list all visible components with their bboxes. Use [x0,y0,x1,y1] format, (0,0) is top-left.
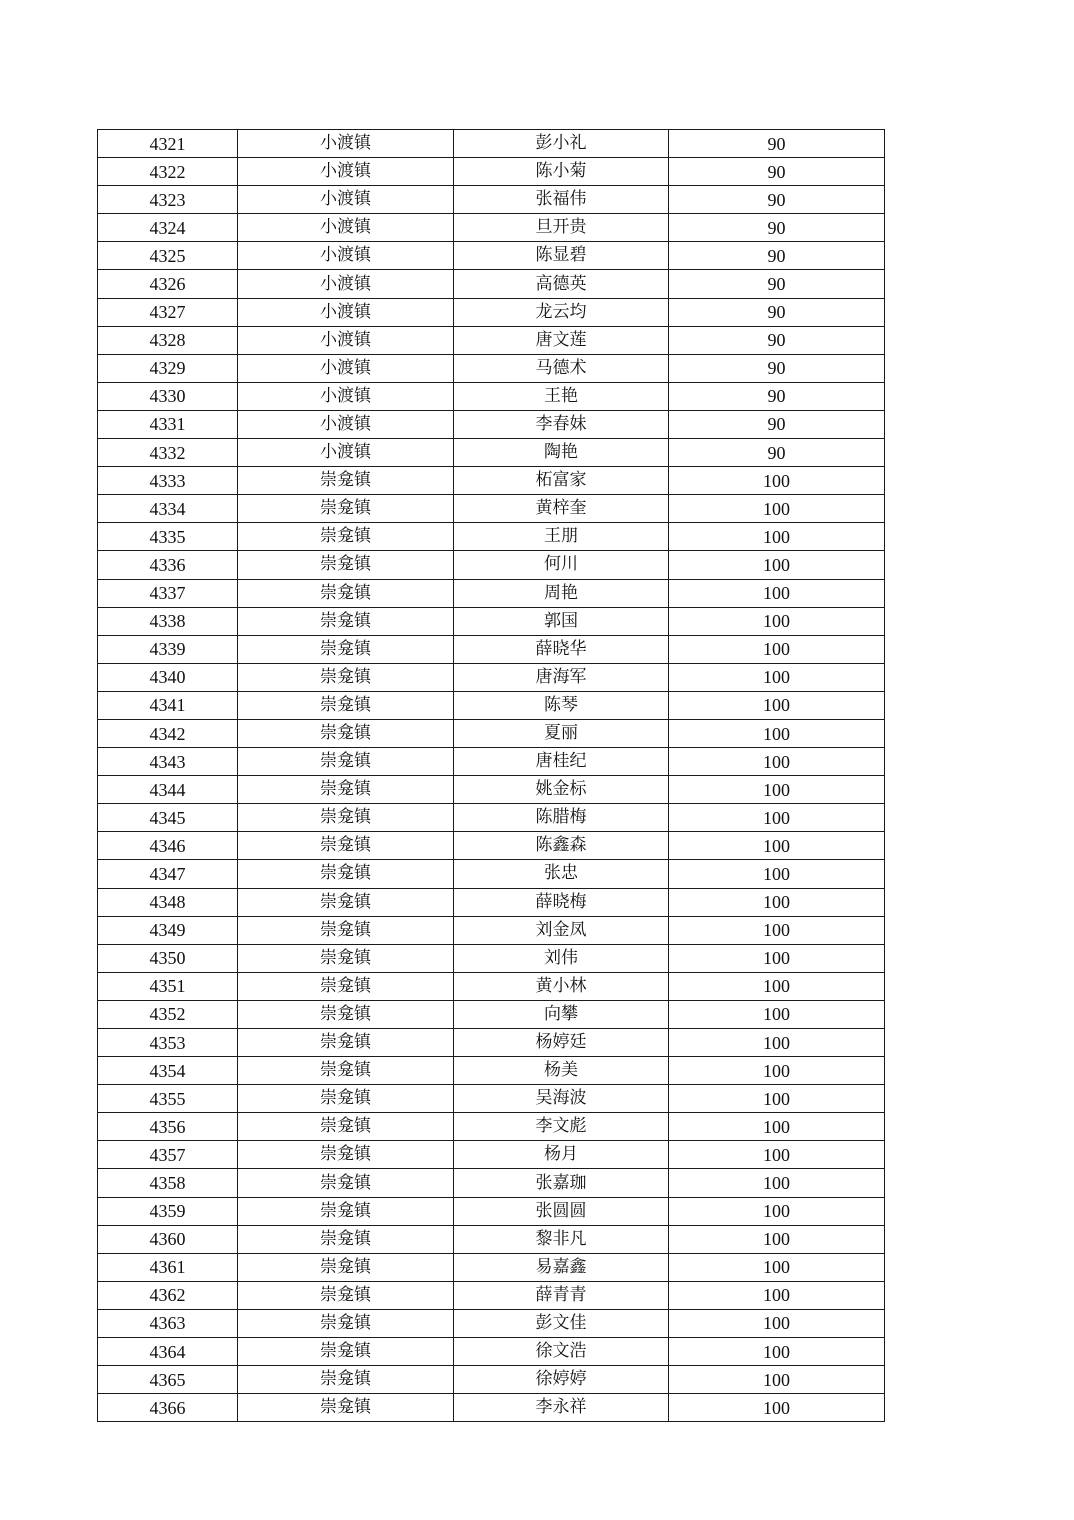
town-cell: 崇龛镇 [238,635,454,663]
name-cell: 柘富家 [454,467,669,495]
table-row [98,242,885,270]
row-number-cell: 4359 [98,1197,238,1225]
town-cell: 小渡镇 [238,242,454,270]
town-cell: 崇龛镇 [238,1085,454,1113]
name-cell: 李文彪 [454,1113,669,1141]
table-row [98,439,885,467]
row-number-cell: 4332 [98,439,238,467]
name-cell: 郭国 [454,607,669,635]
data-table [97,129,885,1422]
name-cell: 刘伟 [454,944,669,972]
row-number-cell: 4328 [98,326,238,354]
town-cell: 崇龛镇 [238,719,454,747]
table-row [98,130,885,158]
amount-cell: 100 [669,1338,885,1366]
town-cell: 崇龛镇 [238,776,454,804]
row-number-cell: 4326 [98,270,238,298]
row-number-cell: 4358 [98,1169,238,1197]
town-cell: 崇龛镇 [238,804,454,832]
table-row [98,916,885,944]
table-row [98,1394,885,1422]
amount-cell: 100 [669,748,885,776]
amount-cell: 100 [669,1029,885,1057]
table-row [98,1085,885,1113]
name-cell: 旦开贵 [454,214,669,242]
town-cell: 崇龛镇 [238,523,454,551]
amount-cell: 90 [669,130,885,158]
amount-cell: 90 [669,354,885,382]
amount-cell: 90 [669,326,885,354]
table-row [98,663,885,691]
amount-cell: 100 [669,1225,885,1253]
town-cell: 崇龛镇 [238,1253,454,1281]
table-row [98,410,885,438]
town-cell: 崇龛镇 [238,607,454,635]
town-cell: 崇龛镇 [238,1197,454,1225]
row-number-cell: 4350 [98,944,238,972]
amount-cell: 100 [669,1169,885,1197]
town-cell: 小渡镇 [238,270,454,298]
amount-cell: 90 [669,214,885,242]
town-cell: 崇龛镇 [238,1225,454,1253]
row-number-cell: 4321 [98,130,238,158]
town-cell: 崇龛镇 [238,832,454,860]
row-number-cell: 4362 [98,1281,238,1309]
table-row [98,1169,885,1197]
row-number-cell: 4341 [98,691,238,719]
table-row [98,270,885,298]
town-cell: 崇龛镇 [238,748,454,776]
amount-cell: 90 [669,270,885,298]
row-number-cell: 4337 [98,579,238,607]
table-row [98,1281,885,1309]
name-cell: 姚金标 [454,776,669,804]
amount-cell: 100 [669,663,885,691]
town-cell: 崇龛镇 [238,1029,454,1057]
row-number-cell: 4347 [98,860,238,888]
table-row [98,1338,885,1366]
row-number-cell: 4333 [98,467,238,495]
town-cell: 崇龛镇 [238,972,454,1000]
row-number-cell: 4338 [98,607,238,635]
row-number-cell: 4336 [98,551,238,579]
town-cell: 小渡镇 [238,298,454,326]
amount-cell: 100 [669,691,885,719]
table-row [98,888,885,916]
amount-cell: 100 [669,1253,885,1281]
row-number-cell: 4325 [98,242,238,270]
amount-cell: 90 [669,439,885,467]
row-number-cell: 4330 [98,382,238,410]
name-cell: 陈小菊 [454,158,669,186]
town-cell: 小渡镇 [238,439,454,467]
name-cell: 易嘉鑫 [454,1253,669,1281]
row-number-cell: 4354 [98,1057,238,1085]
name-cell: 薛晓华 [454,635,669,663]
row-number-cell: 4353 [98,1029,238,1057]
table-row [98,298,885,326]
amount-cell: 100 [669,804,885,832]
amount-cell: 100 [669,1281,885,1309]
name-cell: 杨月 [454,1141,669,1169]
town-cell: 崇龛镇 [238,1309,454,1337]
table-row [98,579,885,607]
amount-cell: 100 [669,1085,885,1113]
row-number-cell: 4344 [98,776,238,804]
table-row [98,551,885,579]
table-row [98,1141,885,1169]
row-number-cell: 4323 [98,186,238,214]
table-row [98,1057,885,1085]
name-cell: 李春妹 [454,410,669,438]
name-cell: 唐文莲 [454,326,669,354]
name-cell: 彭小礼 [454,130,669,158]
table-row [98,326,885,354]
town-cell: 小渡镇 [238,410,454,438]
row-number-cell: 4365 [98,1366,238,1394]
row-number-cell: 4324 [98,214,238,242]
row-number-cell: 4356 [98,1113,238,1141]
table-row [98,186,885,214]
row-number-cell: 4363 [98,1309,238,1337]
name-cell: 张圆圆 [454,1197,669,1225]
name-cell: 黄小林 [454,972,669,1000]
amount-cell: 100 [669,860,885,888]
town-cell: 小渡镇 [238,354,454,382]
amount-cell: 90 [669,242,885,270]
row-number-cell: 4331 [98,410,238,438]
town-cell: 崇龛镇 [238,944,454,972]
town-cell: 崇龛镇 [238,1169,454,1197]
table-row [98,972,885,1000]
town-cell: 崇龛镇 [238,1000,454,1028]
table-row [98,776,885,804]
name-cell: 彭文佳 [454,1309,669,1337]
amount-cell: 90 [669,158,885,186]
amount-cell: 100 [669,916,885,944]
table-row [98,1029,885,1057]
name-cell: 刘金凤 [454,916,669,944]
row-number-cell: 4329 [98,354,238,382]
row-number-cell: 4366 [98,1394,238,1422]
name-cell: 陶艳 [454,439,669,467]
table-row [98,1309,885,1337]
name-cell: 薛晓梅 [454,888,669,916]
table-row [98,860,885,888]
table-row [98,1366,885,1394]
name-cell: 王艳 [454,382,669,410]
row-number-cell: 4339 [98,635,238,663]
town-cell: 崇龛镇 [238,1141,454,1169]
amount-cell: 100 [669,719,885,747]
town-cell: 小渡镇 [238,186,454,214]
name-cell: 李永祥 [454,1394,669,1422]
amount-cell: 100 [669,607,885,635]
row-number-cell: 4357 [98,1141,238,1169]
table-row [98,382,885,410]
row-number-cell: 4351 [98,972,238,1000]
amount-cell: 90 [669,382,885,410]
name-cell: 徐婷婷 [454,1366,669,1394]
row-number-cell: 4343 [98,748,238,776]
name-cell: 马德术 [454,354,669,382]
table-row [98,523,885,551]
town-cell: 崇龛镇 [238,1394,454,1422]
town-cell: 崇龛镇 [238,916,454,944]
name-cell: 陈腊梅 [454,804,669,832]
table-row [98,158,885,186]
name-cell: 张福伟 [454,186,669,214]
name-cell: 唐桂纪 [454,748,669,776]
table-row [98,467,885,495]
town-cell: 小渡镇 [238,214,454,242]
town-cell: 崇龛镇 [238,1281,454,1309]
row-number-cell: 4355 [98,1085,238,1113]
name-cell: 吴海波 [454,1085,669,1113]
town-cell: 崇龛镇 [238,551,454,579]
table-row [98,1113,885,1141]
town-cell: 崇龛镇 [238,579,454,607]
row-number-cell: 4342 [98,719,238,747]
amount-cell: 90 [669,186,885,214]
table-row [98,1000,885,1028]
town-cell: 崇龛镇 [238,1366,454,1394]
name-cell: 周艳 [454,579,669,607]
amount-cell: 100 [669,944,885,972]
name-cell: 高德英 [454,270,669,298]
row-number-cell: 4340 [98,663,238,691]
row-number-cell: 4335 [98,523,238,551]
name-cell: 张嘉珈 [454,1169,669,1197]
amount-cell: 100 [669,523,885,551]
row-number-cell: 4360 [98,1225,238,1253]
table-row [98,607,885,635]
name-cell: 龙云均 [454,298,669,326]
row-number-cell: 4348 [98,888,238,916]
table-row [98,748,885,776]
table-row [98,354,885,382]
amount-cell: 100 [669,467,885,495]
table-row [98,944,885,972]
name-cell: 张忠 [454,860,669,888]
town-cell: 崇龛镇 [238,860,454,888]
town-cell: 小渡镇 [238,130,454,158]
amount-cell: 100 [669,635,885,663]
name-cell: 杨美 [454,1057,669,1085]
amount-cell: 100 [669,495,885,523]
table-body [98,130,885,1422]
name-cell: 黎非凡 [454,1225,669,1253]
name-cell: 何川 [454,551,669,579]
name-cell: 陈鑫森 [454,832,669,860]
amount-cell: 100 [669,972,885,1000]
town-cell: 小渡镇 [238,382,454,410]
table-row [98,214,885,242]
amount-cell: 100 [669,888,885,916]
name-cell: 薛青青 [454,1281,669,1309]
table-row [98,495,885,523]
town-cell: 崇龛镇 [238,495,454,523]
town-cell: 崇龛镇 [238,663,454,691]
amount-cell: 100 [669,1394,885,1422]
amount-cell: 100 [669,776,885,804]
row-number-cell: 4361 [98,1253,238,1281]
table-row [98,719,885,747]
table-row [98,832,885,860]
table-row [98,635,885,663]
row-number-cell: 4349 [98,916,238,944]
row-number-cell: 4334 [98,495,238,523]
town-cell: 小渡镇 [238,326,454,354]
town-cell: 崇龛镇 [238,1338,454,1366]
row-number-cell: 4322 [98,158,238,186]
amount-cell: 100 [669,551,885,579]
name-cell: 黄梓奎 [454,495,669,523]
amount-cell: 90 [669,410,885,438]
name-cell: 唐海军 [454,663,669,691]
amount-cell: 100 [669,1366,885,1394]
table-row [98,804,885,832]
row-number-cell: 4345 [98,804,238,832]
amount-cell: 100 [669,1141,885,1169]
amount-cell: 100 [669,1057,885,1085]
table-row [98,1197,885,1225]
row-number-cell: 4352 [98,1000,238,1028]
table-row [98,691,885,719]
table-row [98,1253,885,1281]
amount-cell: 100 [669,1197,885,1225]
town-cell: 崇龛镇 [238,1057,454,1085]
town-cell: 崇龛镇 [238,1113,454,1141]
amount-cell: 100 [669,1000,885,1028]
name-cell: 夏丽 [454,719,669,747]
town-cell: 崇龛镇 [238,888,454,916]
town-cell: 崇龛镇 [238,691,454,719]
amount-cell: 90 [669,298,885,326]
amount-cell: 100 [669,1309,885,1337]
town-cell: 崇龛镇 [238,467,454,495]
row-number-cell: 4327 [98,298,238,326]
row-number-cell: 4346 [98,832,238,860]
name-cell: 向攀 [454,1000,669,1028]
amount-cell: 100 [669,832,885,860]
row-number-cell: 4364 [98,1338,238,1366]
name-cell: 徐文浩 [454,1338,669,1366]
table-row [98,1225,885,1253]
name-cell: 王朋 [454,523,669,551]
name-cell: 陈显碧 [454,242,669,270]
amount-cell: 100 [669,579,885,607]
town-cell: 小渡镇 [238,158,454,186]
name-cell: 陈琴 [454,691,669,719]
amount-cell: 100 [669,1113,885,1141]
name-cell: 杨婷廷 [454,1029,669,1057]
